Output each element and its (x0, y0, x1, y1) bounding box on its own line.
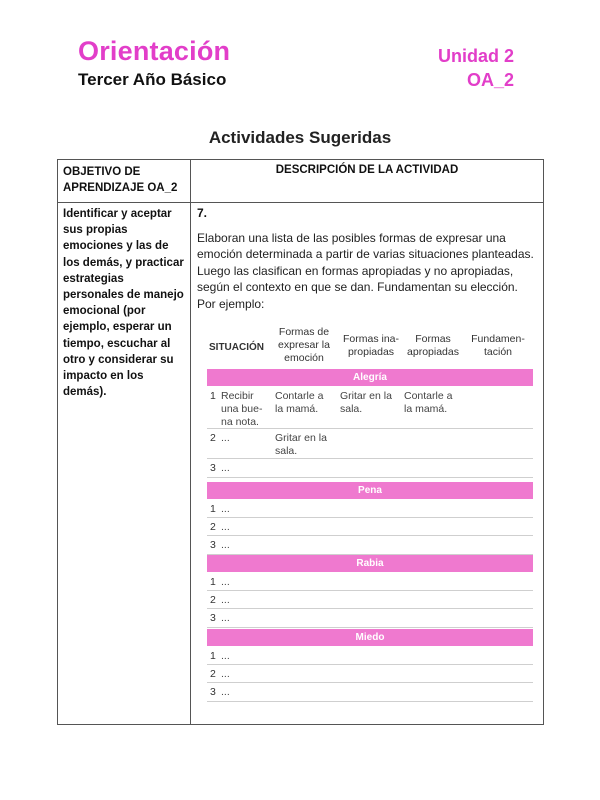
unit-label: Unidad 2 (437, 46, 514, 66)
row-number: 2 (210, 668, 216, 680)
situation-row (207, 499, 533, 518)
situation-cell-app: Contarle a la mamá. (404, 390, 453, 415)
situation-cell-inapp: Gritar en la sala. (340, 390, 392, 415)
situation-cell-situation: ... (221, 462, 230, 474)
objective-text: Identificar y aceptar sus propias emociones y las de los demás, y practicar estrategias personales de manejo emocional (por ejemplo, esperar un tiempo, escuchar al otro y considerar su impacto en los demás). (63, 208, 184, 399)
activity-description: Elaboran una lista de las posibles formas de expresar una emoción determinada a partir de varias situaciones planteadas. Luego las clasifican en formas apropiadas y no apropiadas, según el contexto en que se dan. Fundamentan su elección. Por ejemplo: (197, 231, 534, 311)
situation-row (207, 590, 533, 609)
situation-cell-situation: ... (221, 650, 230, 662)
page-subtitle: Tercer Año Básico (78, 70, 227, 89)
objective-header: OBJETIVO DE APRENDIZAJE OA_2 (63, 166, 178, 194)
row-number: 1 (210, 390, 216, 402)
situation-row (207, 682, 533, 702)
situation-cell-situation: ... (221, 594, 230, 606)
row-number: 2 (210, 521, 216, 533)
col-header-situation: SITUACIÓN (209, 342, 264, 353)
row-number: 3 (210, 539, 216, 551)
situation-row (207, 646, 533, 665)
situation-cell-situation: ... (221, 432, 230, 444)
col-header-appropriate: Formas apropiadas (407, 333, 459, 358)
situation-cell-express: Gritar en la sala. (275, 432, 327, 457)
situation-cell-situation: Recibir una bue-na nota. (221, 390, 263, 428)
row-number: 3 (210, 462, 216, 474)
situation-row (207, 608, 533, 628)
situation-cell-express: Contarle a la mamá. (275, 390, 324, 415)
row-number: 3 (210, 686, 216, 698)
situation-cell-situation: ... (221, 668, 230, 680)
situation-row (207, 535, 533, 555)
situation-cell-situation: ... (221, 521, 230, 533)
situation-cell-situation: ... (221, 612, 230, 624)
emotion-band: Pena (207, 482, 533, 499)
column-divider (190, 160, 191, 724)
situations-table (207, 326, 533, 706)
situation-row (207, 458, 533, 478)
row-number: 2 (210, 594, 216, 606)
section-title: Actividades Sugeridas (208, 128, 392, 147)
activity-number: 7. (197, 206, 208, 220)
row-number: 1 (210, 503, 216, 515)
situation-cell-situation: ... (221, 576, 230, 588)
row-number: 1 (210, 650, 216, 662)
situation-row (207, 572, 533, 591)
situation-row (207, 664, 533, 683)
oa-label: OA_2 (466, 70, 514, 90)
page-title: Orientación (78, 36, 231, 66)
col-header-express: Formas de expresar la emoción (278, 326, 330, 364)
row-number: 3 (210, 612, 216, 624)
emotion-band: Rabia (207, 555, 533, 572)
description-header: DESCRIPCIÓN DE LA ACTIVIDAD (275, 164, 459, 176)
row-number: 2 (210, 432, 216, 444)
col-header-inappropriate: Formas ina-propiadas (342, 333, 399, 358)
header-divider (58, 202, 543, 203)
row-number: 1 (210, 576, 216, 588)
emotion-band: Miedo (207, 629, 533, 646)
col-header-rationale: Fundamen-tación (471, 333, 525, 358)
situation-row (207, 386, 533, 429)
situation-cell-situation: ... (221, 686, 230, 698)
situation-row (207, 428, 533, 459)
situation-row (207, 517, 533, 536)
situation-cell-situation: ... (221, 539, 230, 551)
situation-cell-situation: ... (221, 503, 230, 515)
emotion-band: Alegría (207, 369, 533, 386)
